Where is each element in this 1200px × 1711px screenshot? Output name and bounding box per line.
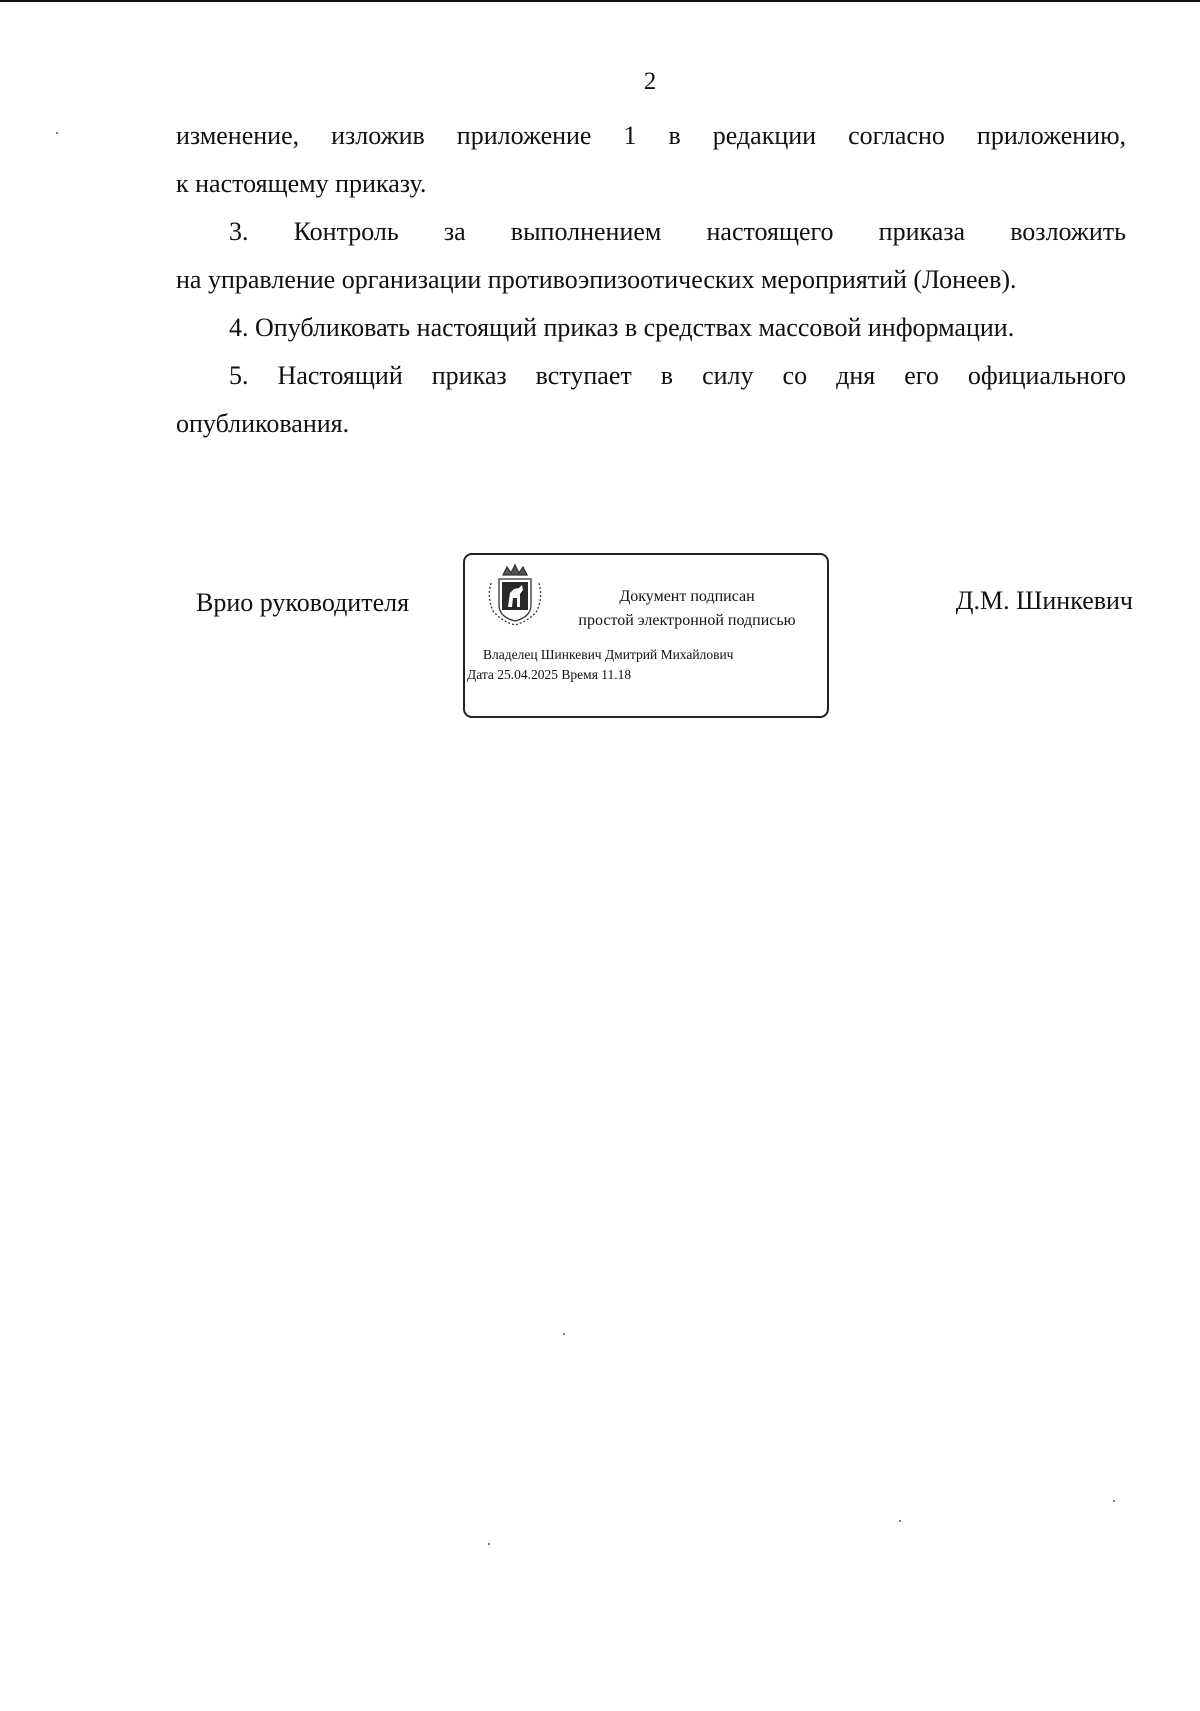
paragraph-5-line-2: опубликования.	[176, 409, 350, 438]
paragraph-5-line-1: 5. Настоящий приказ вступает в силу со дня его официального	[229, 361, 1126, 390]
paragraph-2-continuation-line-2: к настоящему приказу.	[176, 169, 427, 198]
scan-speck	[899, 1520, 901, 1522]
stamp-title	[547, 585, 827, 633]
paragraph-3-line-2: на управление организации противоэпизоотических мероприятий (Лонеев).	[176, 265, 1017, 294]
scan-speck	[488, 1543, 490, 1545]
paragraph-3-line-1: 3. Контроль за выполнением настоящего приказа возложить	[229, 217, 1126, 246]
signer-position: Врио руководителя	[196, 588, 410, 617]
paragraph-4: 4. Опубликовать настоящий приказ в средствах массовой информации.	[229, 313, 1015, 342]
paragraph-2-continuation-line-1: изменение, изложив приложение 1 в редакции согласно приложению,	[176, 121, 1126, 150]
scan-speck	[563, 1333, 565, 1335]
scan-speck	[56, 132, 58, 134]
stamp-owner: Владелец Шинкевич Дмитрий Михайлович	[483, 647, 734, 662]
signature-block	[0, 553, 1200, 723]
scan-speck	[1113, 1500, 1115, 1502]
coat-of-arms-icon	[483, 561, 547, 627]
stamp-title-line-1: Документ подписан	[619, 588, 755, 605]
top-border-line	[0, 0, 1200, 2]
signer-name: Д.М. Шинкевич	[955, 586, 1133, 615]
electronic-signature-stamp	[463, 553, 829, 718]
stamp-date-time: Дата 25.04.2025 Время 11.18	[467, 667, 632, 682]
stamp-title-line-2: простой электронной подписью	[578, 612, 796, 629]
page-number: 2	[643, 68, 657, 95]
document-body	[176, 112, 1126, 448]
